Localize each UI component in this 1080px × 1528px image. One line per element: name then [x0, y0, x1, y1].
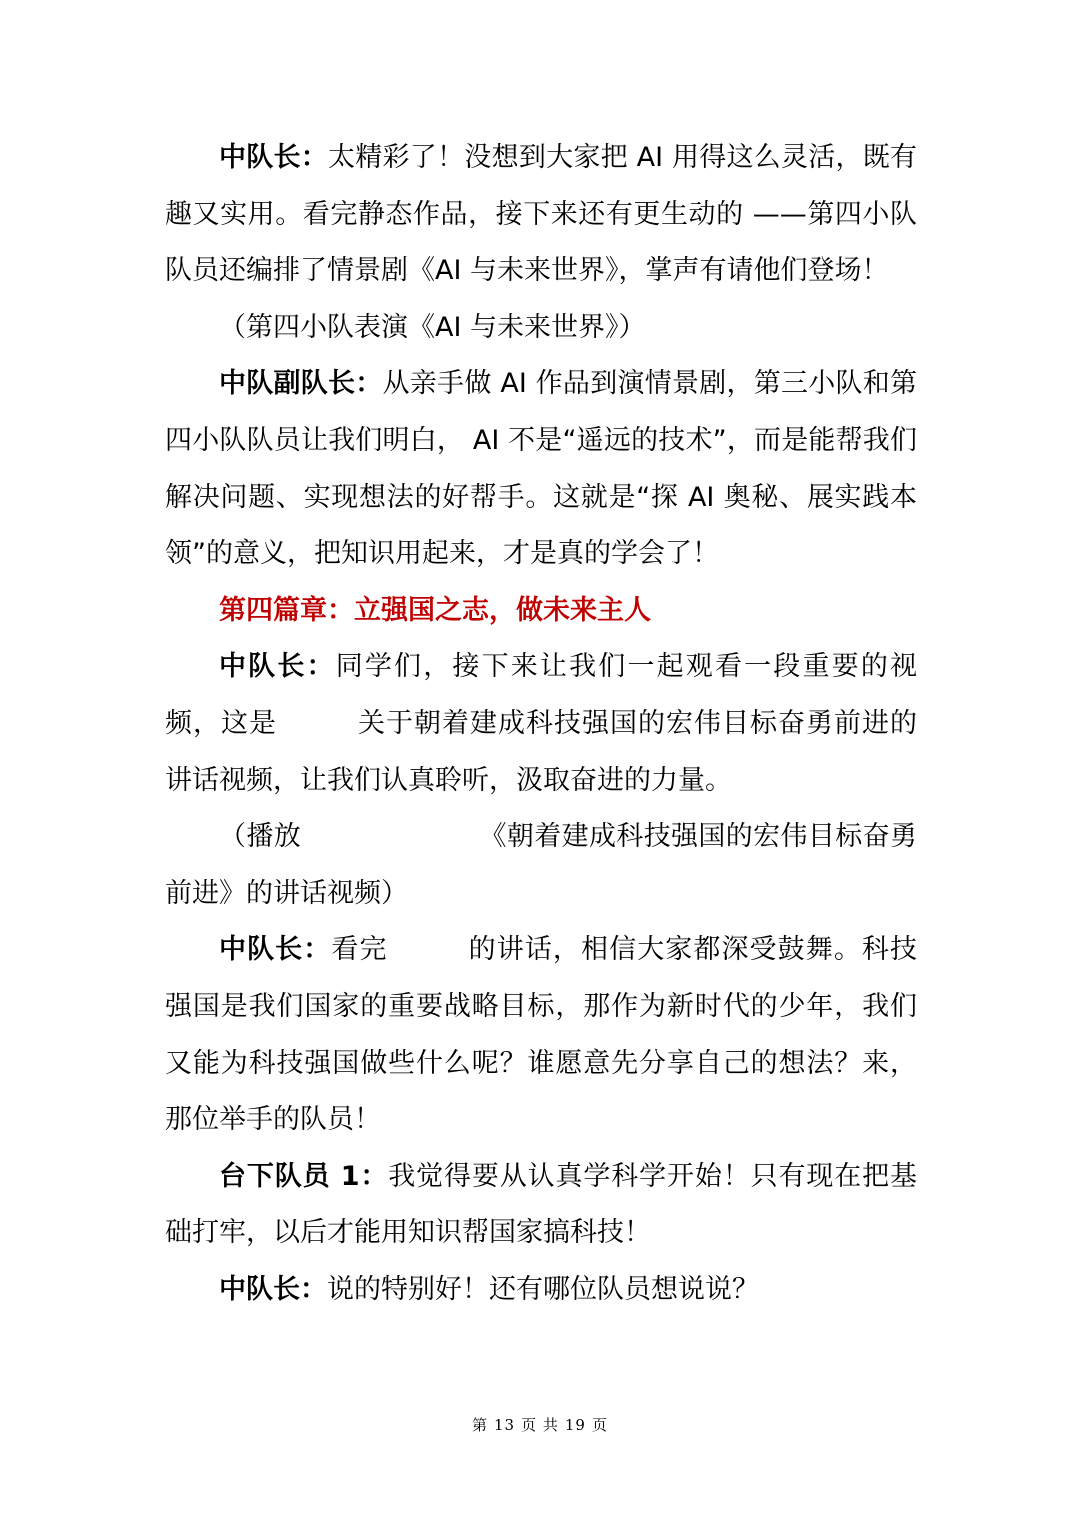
paragraph-text-part-a: 同学们，接下来让我们一起观看一段重要的视频，这是 — [165, 651, 918, 739]
stage-direction-video — [165, 809, 917, 922]
paragraph-captain-video-intro — [165, 639, 917, 809]
document-body — [165, 130, 917, 1318]
stage-direction-skit — [165, 300, 917, 357]
speaker-label: 中队长： — [219, 934, 332, 966]
paragraph-captain-question — [165, 922, 917, 1148]
paragraph-member-1-answer — [165, 1149, 917, 1262]
paragraph-captain-intro-skit — [165, 130, 917, 300]
paragraph-text-part-a: （播放 — [219, 821, 302, 853]
paragraph-text: （第四小队表演《AI 与未来世界》） — [219, 311, 646, 343]
paragraph-text-part-b: 关于朝着建成科技强国的宏伟目标奋勇前进的讲话视频，让我们认真聆听，汲取奋进的力量。 — [165, 707, 917, 796]
page-number: 13 — [494, 1416, 516, 1434]
paragraph-captain-followup — [165, 1262, 917, 1319]
chapter-heading — [165, 583, 917, 640]
speaker-label: 中队长： — [219, 651, 336, 683]
paragraph-text-part-a: 看完 — [331, 934, 388, 966]
speaker-label: 中队副队长： — [219, 368, 383, 400]
paragraph-text: 我觉得要从认真学科学开始！只有现在把基础打牢，以后才能用知识帮国家搞科技！ — [165, 1160, 918, 1249]
speaker-label: 中队长： — [219, 142, 329, 173]
paragraph-vice-captain-summary — [165, 356, 917, 582]
page-middle: 页 共 — [521, 1416, 559, 1434]
page-prefix: 第 — [472, 1416, 489, 1434]
paragraph-text: 从亲手做 AI 作品到演情景剧，第三小队和第四小队队员让我们明白， AI 不是“遥远的技术”，而是能帮我们解决问题、实现想法的好帮手。这就是“探 AI 奥秘、展实践本领”的意义，把知识用起来，才是真的学会了！ — [165, 368, 918, 570]
speaker-label: 中队长： — [219, 1273, 327, 1305]
speaker-label: 台下队员 1： — [219, 1160, 389, 1192]
paragraph-text-part-b: 《朝着建成科技强国的宏伟目标奋勇前进》的讲话视频） — [165, 821, 918, 909]
paragraph-text: 说的特别好！还有哪位队员想说说？ — [327, 1273, 759, 1305]
page-footer — [0, 1414, 1080, 1435]
page-total: 19 — [564, 1416, 586, 1434]
paragraph-text-part-b: 的讲话，相信大家都深受鼓舞。科技强国是我们国家的重要战略目标，那作为新时代的少年，我们又能为科技强国做些什么呢？谁愿意先分享自己的想法？来，那位举手的队员！ — [165, 934, 918, 1136]
chapter-title: 第四篇章：立强国之志，做未来主人 — [219, 594, 651, 626]
paragraph-text: 太精彩了！没想到大家把 AI 用得这么灵活，既有趣又实用。看完静态作品，接下来还有更生动的 ——第四小队队员还编排了情景剧《AI 与未来世界》，掌声有请他们登场！ — [165, 142, 917, 287]
page-suffix: 页 — [591, 1416, 608, 1434]
